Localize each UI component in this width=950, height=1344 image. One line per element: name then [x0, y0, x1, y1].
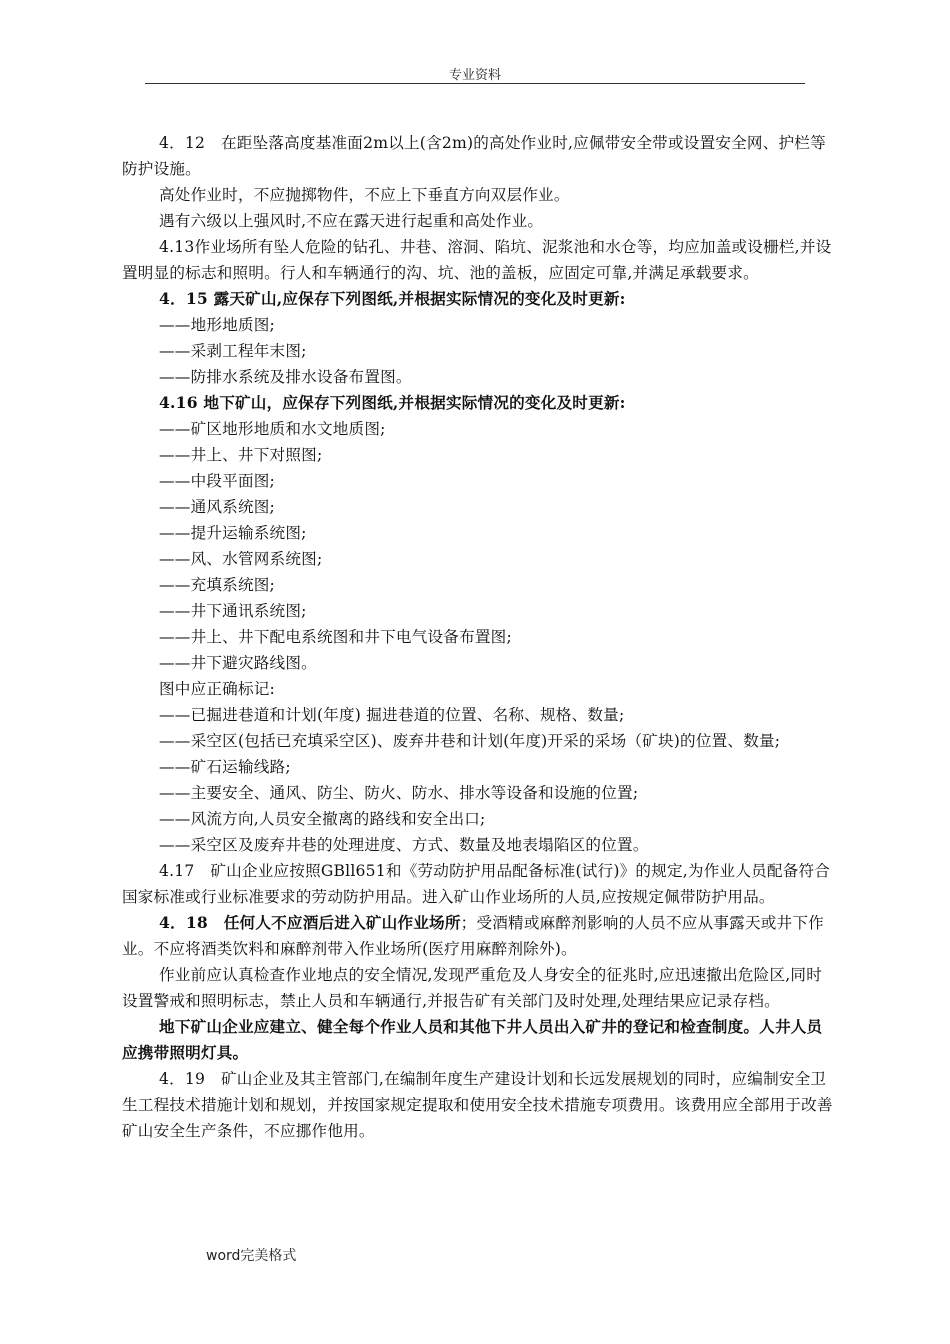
list-item: ——防排水系统及排水设备布置图。 — [159, 368, 412, 386]
paragraph: 4．19 矿山企业及其主管部门,在编制年度生产建设计划和长远发展规划的同时，应编制安全卫生工程技术措施计划和规划，并按国家规定提取和使用安全技术措施专项费用。该费用应全部用于改善矿山安全生产条件，不应挪作他用。 — [122, 1070, 833, 1140]
page-footer: word完美格式 — [206, 1248, 297, 1264]
list-item: ——地形地质图; — [159, 316, 276, 334]
list-item: ——充填系统图; — [159, 576, 276, 594]
list-item: ——风流方向,人员安全撤离的路线和安全出口; — [159, 810, 486, 828]
list-item: ——已掘进巷道和计划(年度) 掘进巷道的位置、名称、规格、数量; — [159, 706, 625, 724]
page-header: 专业资料 — [448, 68, 501, 83]
list-item: ——井上、井下对照图; — [159, 446, 323, 464]
list-item: ——采剥工程年末图; — [159, 342, 307, 360]
list-item: ——矿石运输线路; — [159, 758, 291, 776]
list-item: ——主要安全、通风、防尘、防火、防水、排水等设备和设施的位置; — [159, 784, 639, 802]
list-item: ——中段平面图; — [159, 472, 276, 490]
bold-run: 4．18 任何人不应酒后进入矿山作业场所 — [159, 913, 461, 932]
list-item: ——风、水管网系统图; — [159, 550, 323, 568]
list-item: ——井上、井下配电系统图和井下电气设备布置图; — [159, 628, 512, 646]
paragraph: 4.17 矿山企业应按照GBll651和《劳动防护用品配备标准(试行)》的规定,为作业人员配备符合国家标准或行业标准要求的劳动防护用品。进入矿山作业场所的人员,应按规定佩带防护用品。 — [122, 862, 831, 906]
list-item: ——采空区及废弃井巷的处理进度、方式、数量及地表塌陷区的位置。 — [159, 836, 649, 854]
paragraph: ——采空区(包括已充填采空区)、废弃井巷和计划(年度)开采的采场（矿块)的位置、数量; — [159, 732, 781, 750]
document-body — [122, 130, 834, 1144]
list-item: ——井下避灾路线图。 — [159, 654, 317, 672]
text-run: ；受酒精或麻醉剂影响的人员不应从事露天或井下作业。不应将酒类饮料和麻醉剂带入作业场所(医疗用麻醉剂除外)。 — [122, 914, 824, 958]
paragraph: 作业前应认真检查作业地点的安全情况,发现严重危及人身安全的征兆时,应迅速撤出危险区,同时设置警戒和照明标志，禁止人员和车辆通行,并报告矿有关部门及时处理,处理结果应记录存档。 — [122, 966, 823, 1010]
paragraph: 4．12 在距坠落高度基准面2m以上(含2m)的高处作业时,应佩带安全带或设置安全网、护栏等防护设施。 — [122, 134, 826, 178]
list-item: ——井下通讯系统图; — [159, 602, 307, 620]
paragraph: 地下矿山企业应建立、健全每个作业人员和其他下井人员出入矿井的登记和检查制度。人井人员应携带照明灯具。 — [122, 1017, 823, 1062]
list-item: ——提升运输系统图; — [159, 524, 307, 542]
paragraph: 高处作业时，不应抛掷物件，不应上下垂直方向双层作业。 — [159, 186, 570, 204]
paragraph — [122, 910, 834, 962]
paragraph: 4.16 地下矿山，应保存下列图纸,并根据实际情况的变化及时更新: — [159, 393, 626, 412]
paragraph: 4.13作业场所有坠人危险的钻孔、井巷、溶洞、陷坑、泥浆池和水仓等，均应加盖或设栅栏,并设置明显的标志和照明。行人和车辆通行的沟、坑、池的盖板，应固定可靠,并满足承载要求。 — [122, 238, 832, 282]
list-item: ——矿区地形地质和水文地质图; — [159, 420, 386, 438]
paragraph: 图中应正确标记: — [159, 680, 276, 698]
paragraph: 遇有六级以上强风时,不应在露天进行起重和高处作业。 — [159, 212, 544, 230]
paragraph: 4．15 露天矿山,应保存下列图纸,并根据实际情况的变化及时更新: — [159, 289, 626, 308]
list-item: ——通风系统图; — [159, 498, 276, 516]
header-rule — [145, 83, 805, 84]
